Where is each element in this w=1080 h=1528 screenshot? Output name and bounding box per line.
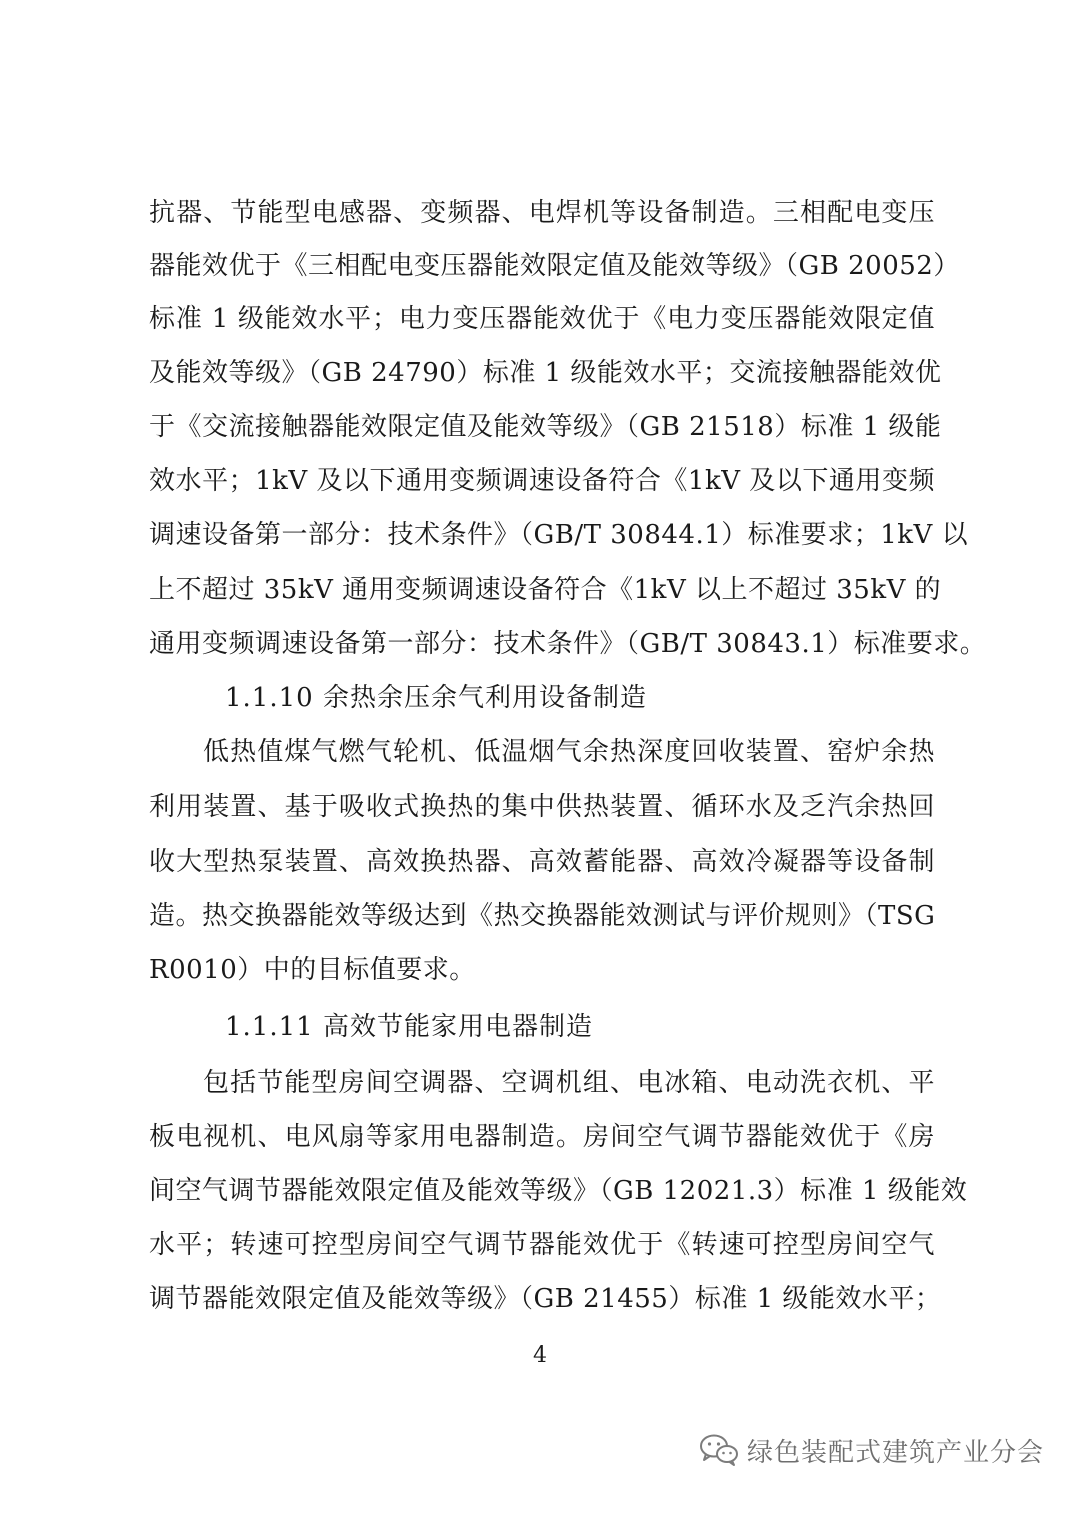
text-line: 器能效优于《三相配电变压器能效限定值及能效等级》（GB 20052） xyxy=(149,251,960,281)
text-line: 利用装置、基于吸收式换热的集中供热装置、循环水及乏汽余热回 xyxy=(149,792,935,822)
text-line: 间空气调节器能效限定值及能效等级》（GB 12021.3）标准 1 级能效 xyxy=(149,1176,968,1206)
text-line: 于《交流接触器能效限定值及能效等级》（GB 21518）标准 1 级能 xyxy=(149,412,942,442)
text-line: 通用变频调速设备第一部分：技术条件》（GB/T 30843.1）标准要求。 xyxy=(149,629,987,659)
account-watermark xyxy=(699,1430,1044,1470)
text-line: 包括节能型房间空调器、空调机组、电冰箱、电动洗衣机、平 xyxy=(203,1068,935,1098)
page-number: 4 xyxy=(533,1343,547,1368)
text-line: 上不超过 35kV 通用变频调速设备符合《1kV 以上不超过 35kV 的 xyxy=(149,575,942,605)
text-line: 调节器能效限定值及能效等级》（GB 21455）标准 1 级能效水平； xyxy=(149,1284,942,1314)
text-line: 抗器、节能型电感器、变频器、电焊机等设备制造。三相配电变压 xyxy=(149,198,935,228)
watermark-text: 绿色装配式建筑产业分会 xyxy=(746,1437,1044,1468)
section-heading-1-1-11: 1.1.11 高效节能家用电器制造 xyxy=(225,1012,593,1042)
text-line: 及能效等级》（GB 24790）标准 1 级能效水平；交流接触器能效优 xyxy=(149,358,942,388)
text-line: 低热值煤气燃气轮机、低温烟气余热深度回收装置、窑炉余热 xyxy=(203,737,935,767)
text-line: 标准 1 级能效水平；电力变压器能效优于《电力变压器能效限定值 xyxy=(149,304,935,334)
text-line: 水平；转速可控型房间空气调节器能效优于《转速可控型房间空气 xyxy=(149,1230,935,1260)
wechat-icon xyxy=(699,1433,739,1467)
text-line: 效水平；1kV 及以下通用变频调速设备符合《1kV 及以下通用变频 xyxy=(149,466,935,496)
text-line: 板电视机、电风扇等家用电器制造。房间空气调节器能效优于《房 xyxy=(149,1122,935,1152)
text-line: 造。热交换器能效等级达到《热交换器能效测试与评价规则》（TSG xyxy=(149,901,936,931)
text-line: R0010）中的目标值要求。 xyxy=(149,955,476,985)
section-heading-1-1-10: 1.1.10 余热余压余气利用设备制造 xyxy=(225,683,647,713)
text-line: 调速设备第一部分：技术条件》（GB/T 30844.1）标准要求；1kV 以 xyxy=(149,520,969,550)
text-line: 收大型热泵装置、高效换热器、高效蓄能器、高效冷凝器等设备制 xyxy=(149,847,935,877)
